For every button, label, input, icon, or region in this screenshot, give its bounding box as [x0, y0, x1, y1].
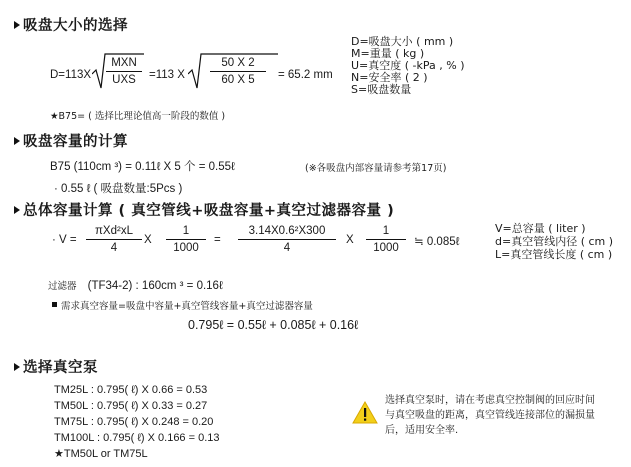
bullet-triangle-icon — [14, 21, 20, 29]
legend-pad-size: D=吸盘大小 ( mm ) M=重量 ( kg ) U=真空度 ( -kPa , % ) N=安全率 ( 2 ) S=吸盘数量 — [351, 35, 465, 96]
pump-row: TM100L : 0.795( ℓ) X 0.166 = 0.13 — [54, 432, 220, 444]
formula-d-left: D=113X — [50, 69, 92, 81]
fraction-unit-1: $\frac{1}{1000}$ — [166, 225, 206, 254]
pump-table — [54, 382, 220, 462]
sum-equation: 0.795ℓ = 0.55ℓ + 0.085ℓ + 0.16ℓ — [188, 318, 359, 332]
bullet-triangle-icon — [14, 137, 20, 145]
note-b75: ★B75= ( 选择比理论值高一阶段的数值 ) — [50, 111, 226, 122]
legend-total-volume: V=总容量 ( liter ) d=真空管线内径 ( cm ) L=真空管线长度 ( cm ) — [495, 222, 614, 261]
filter-line: 过滤器 (TF34-2) : 160cm ³ = 0.16ℓ — [48, 280, 223, 292]
section-title-total-volume: 总体容量计算 ( 真空管线+吸盘容量+真空过滤器容量 ) — [14, 199, 394, 220]
reference-note: (※各吸盘内部容量请参考第17页) — [305, 163, 447, 174]
square-bullet-icon — [52, 302, 57, 307]
times-2: X — [346, 234, 354, 246]
times-1: X — [144, 234, 152, 246]
pump-row: TM75L : 0.795( ℓ) X 0.248 = 0.20 — [54, 416, 214, 428]
section-title-pump: 选择真空泵 — [14, 356, 98, 377]
fraction-unit-2: $\frac{1}{1000}$ — [366, 225, 406, 254]
pump-row: TM25L : 0.795( ℓ) X 0.66 = 0.53 — [54, 384, 208, 396]
fraction-values: $\frac{50 X 2}{60 X 5}$ — [210, 57, 266, 86]
bullet-triangle-icon — [14, 206, 20, 214]
pump-row: TM50L : 0.795( ℓ) X 0.33 = 0.27 — [54, 400, 208, 412]
bullet-triangle-icon — [14, 363, 20, 371]
warning-text: 选择真空泵时，请在考虑真空控制阀的回应时间与真空吸盘的距离，真空管线连接部位的漏损量后，适用安全率. — [385, 395, 595, 436]
formula-mid: =113 X — [149, 69, 185, 81]
pump-pick: ★TM50L or TM75L — [54, 448, 148, 460]
fraction-values: $\frac{\text{3.14X0.6²X300}}{4}$ — [238, 225, 336, 254]
v-equals: · V = — [52, 234, 77, 246]
warning-icon — [352, 401, 378, 424]
pad-volume-total: · 0.55 ℓ ( 吸盘数量:5Pcs ) — [54, 183, 183, 195]
formula-result: = 65.2 mm — [278, 69, 333, 81]
fraction-mxn-uxs: MXN UXS — [106, 57, 142, 86]
required-volume-note: 需求真空容量=吸盘中容量+真空管线容量+真空过滤器容量 — [52, 298, 313, 312]
equals: = — [214, 234, 221, 246]
section-title-pad-volume: 吸盘容量的计算 — [14, 130, 128, 151]
pad-volume-line: B75 (110cm ³) = 0.11ℓ X 5 个 = 0.55ℓ — [50, 161, 235, 173]
approx-result: ≒ 0.085ℓ — [414, 236, 460, 248]
fraction-pipe: πXd²xL 4 — [86, 225, 142, 254]
section-title-pad-size: 吸盘大小的选择 — [14, 14, 128, 35]
